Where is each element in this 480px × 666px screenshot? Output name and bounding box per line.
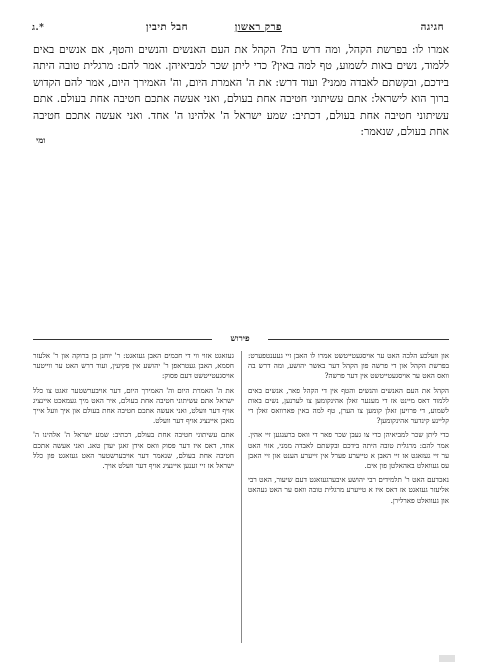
commentary-label: פירוש <box>212 333 268 344</box>
commentary-paragraph: אתם עשיתוני חטיבה אחת בעולם, דכתיב: שמע ישראל ה' אלהינו ה' אחד, דאס איז דער פסוק וואס אידן זאגן יעדן טאג. ואני אעשה אתכם חטיבה אחת בעולם, שנאמר דער אויבערשטער האט געזאגט פון כלל ישראל אז זיי זענען איינציג אויף דער וועלט אויך. <box>33 430 234 471</box>
column-gutter <box>241 351 242 643</box>
page-number: ג.* <box>32 23 45 33</box>
main-text-paragraph: אמרו לו: בפרשת הקהל, ומה דרש בה? הקהל את העם האנשים והנשים והטף, אם אנשים באים ללמוד, נשים באות לשמוע, טף למה באין? כדי ליתן שכר למביאיהן. אמר להם: מרגלית טובה היתה בידכם, ובקשתם לאבדה ממני? ועוד דרש: את ה' האמרת היום, וה' האמירך היום, אמר להם הקדוש ברוך הוא לישראל: אתם עשיתוני חטיבה אחת בעולם, ואני אעשה אתכם חטיבה אחת בעולם. אתם עשיתוני חטיבה אחת בעולם, דכתיב: שמע ישראל ה' אלהינו ה' אחד. ואני אעשה אתכם חטיבה אחת בעולם, שנאמר: <box>33 43 449 139</box>
commentary-paragraph: את ה' האמרת היום וה' האמירך היום, דער אויבערשטער זאגט צו כלל ישראל אתם עשיתוני חטיבה אחת בעולם, איר האט מיך געמאכט איינציג אויף דער וועלט, ואני אעשה אתכם חטיבה אחת בעולם און איך וועל אייך מאכן איינציג אויף דער וועלט. <box>33 385 234 426</box>
chapter-title: חגיגה <box>420 22 444 33</box>
commentary-paragraph: און וועלכע הלכה האט ער אויסגעטייטשט אמרו לו האבן זיי געענטפערט: בפרשת הקהל און די פרשה פון הקהל דער באשר יהושע, ומה דרש בה וואס האט ער אויסגעטייטשט אין דער פרשה? <box>248 351 449 381</box>
footer-mark <box>439 655 455 662</box>
commentary-paragraph: כדי ליתן שכר למביאיהן כדי צו געבן שכר פאר די וואס ברענגען זיי אהין. אמר להם: מרגלית טובה היתה בידכם ובקשתם לאבדה ממני, אזוי האט ער זיי געזאגט אז זיי האבן א טייערע פערל אין זייערע הענט און זיי האבן עס געוואלט באהאלטן פון אים. <box>248 430 449 471</box>
main-text <box>33 42 449 140</box>
perek-title: פרק ראשון <box>234 22 282 33</box>
running-header <box>32 22 450 36</box>
commentary-column-left <box>33 351 234 643</box>
commentary-paragraph: נאכדעם האט ר' תלמידים רבי יהושע איבערגעזאגט דעם שיעור, האט רבי אליעזר געזאגט אז דאס איז א טייערע מרגלית טובה וואס ער האט געהאט און געוואלט פארלירן. <box>248 475 449 505</box>
tractate-title: חבל תיבין <box>145 22 188 33</box>
commentary-paragraph: געזאגט אזוי ווי די חכמים האבן געזאגט: ר' יוחנן בן ברוקה און ר' אלעזר חסמא, האבן געטראפן ר' יהושע אין פקיעין, ועוד דרש האט ער ווייטער אויסגעטייטשט דעם פסוק: <box>33 351 234 381</box>
commentary-column-right <box>248 351 449 643</box>
catchword: ומי <box>36 136 46 146</box>
commentary-paragraph: הקהל את העם האנשים והנשים והטף אין די הקהל פאר, אנשים באים ללמוד דאס מיינט אז די מענער זאלן אהינקומען צו לערנען, נשים באות לשמוע, די פרויען זאלן קומען צו הערן, טף למה באין פארוואס זאלן די קליינע קינדער אהינקומען? <box>248 385 449 426</box>
